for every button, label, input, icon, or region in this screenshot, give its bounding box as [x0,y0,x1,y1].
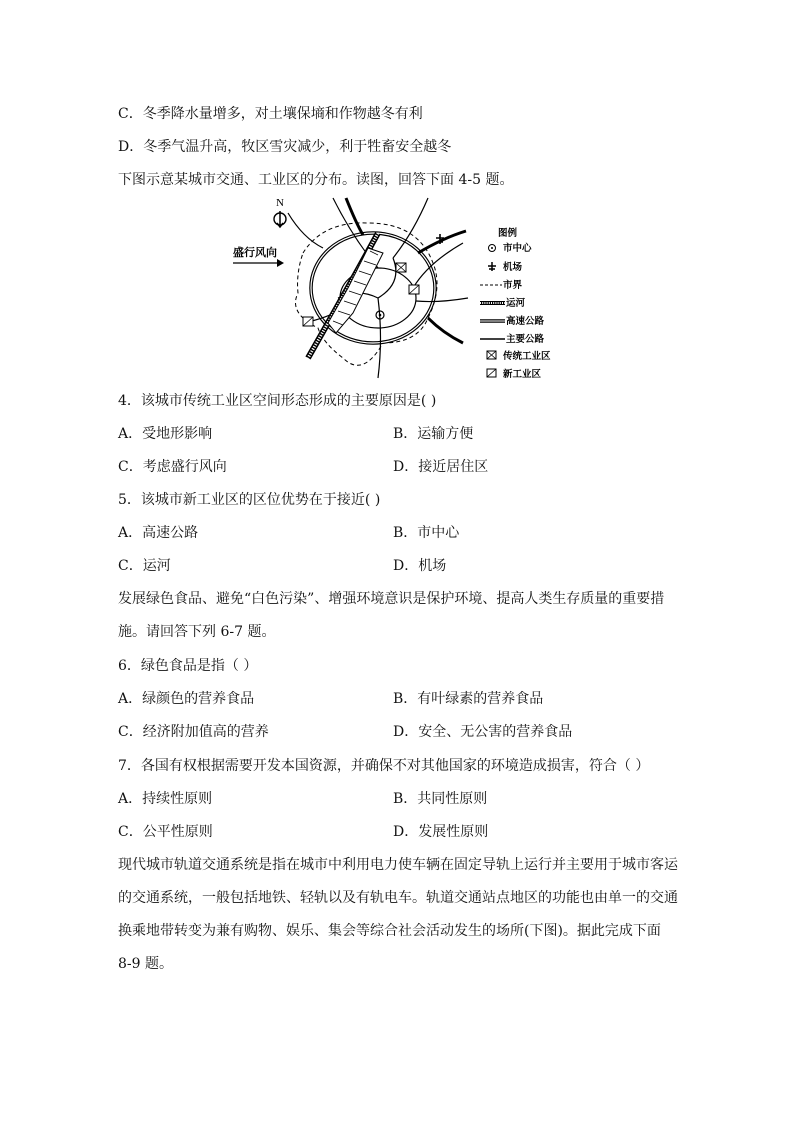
q6-option-a: A．绿颜色的营养食品 [118,691,255,707]
q5-option-b: B．市中心 [393,525,460,541]
q4-option-a: A．受地形影响 [118,426,213,442]
intro-8-9: 现代城市轨道交通系统是指在城市中利用电力使车辆在固定导轨上运行并主要用于城市客运的交通系统，一般包括地铁、轻轨以及有轨电车。轨道交通站点地区的功能也由单一的交通换乘地带转变为兼有购物、娱乐、集会等综合社会活动发生的场所(下图)。据此完成下面 8-9 题。 [118,857,678,972]
legend-new-zone: 新工业区 [503,369,542,380]
q6-option-c: C．经济附加值高的营养 [118,724,269,740]
q5-option-a: A．高速公路 [118,525,199,541]
legend-airport: 机场 [503,262,523,273]
north-label: N [276,197,284,209]
legend-title: 图例 [498,228,518,239]
q7-option-c: C．公平性原则 [118,824,213,840]
traditional-industry-zone [328,248,383,333]
q6-option-b: B．有叶绿素的营养食品 [393,691,544,707]
legend-city-center: 市中心 [503,243,532,254]
q4-stem: 4．该城市传统工业区空间形态形成的主要原因是( ) [118,393,437,409]
q6-option-d: D．安全、无公害的营养食品 [393,724,573,740]
q4-option-d: D．接近居住区 [393,459,489,475]
wind-label: 盛行风向 [233,246,277,259]
q4-option-b: B．运输方便 [393,426,474,442]
q7-option-d: D．发展性原则 [393,824,489,840]
q7-option-a: A．持续性原则 [118,791,213,807]
q6-stem: 6．绿色食品是指（ ） [118,658,258,674]
legend-canal: 运河 [506,298,526,309]
legend-boundary: 市界 [503,280,523,291]
q5-option-d: D．机场 [393,558,447,574]
legend-traditional-zone: 传统工业区 [503,351,551,362]
q5-option-c: C．运河 [118,558,171,574]
map-intro: 下图示意某城市交通、工业区的分布。读图，回答下面 4-5 题。 [118,172,514,188]
q4-option-c: C．考虑盛行风向 [118,459,227,475]
q7-stem: 7．各国有权根据需要开发本国资源，并确保不对其他国家的环境造成损害，符合（ ） [118,758,650,774]
map-legend [480,227,551,380]
q7-option-b: B．共同性原则 [393,791,488,807]
q5-stem: 5．该城市新工业区的区位优势在于接近( ) [118,492,381,508]
option-d-prev: D．冬季气温升高，牧区雪灾减少，利于牲畜安全越冬 [118,139,452,155]
city-map-figure [228,193,558,383]
legend-expressway: 高速公路 [506,316,545,327]
legend-main-road: 主要公路 [506,334,545,345]
option-c-prev: C．冬季降水量增多，对土壤保墒和作物越冬有利 [118,106,423,122]
intro-6-7: 发展绿色食品、避免“白色污染”、增强环境意识是保护环境、提高人类生存质量的重要措施。请回答下列 6-7 题。 [118,591,665,640]
